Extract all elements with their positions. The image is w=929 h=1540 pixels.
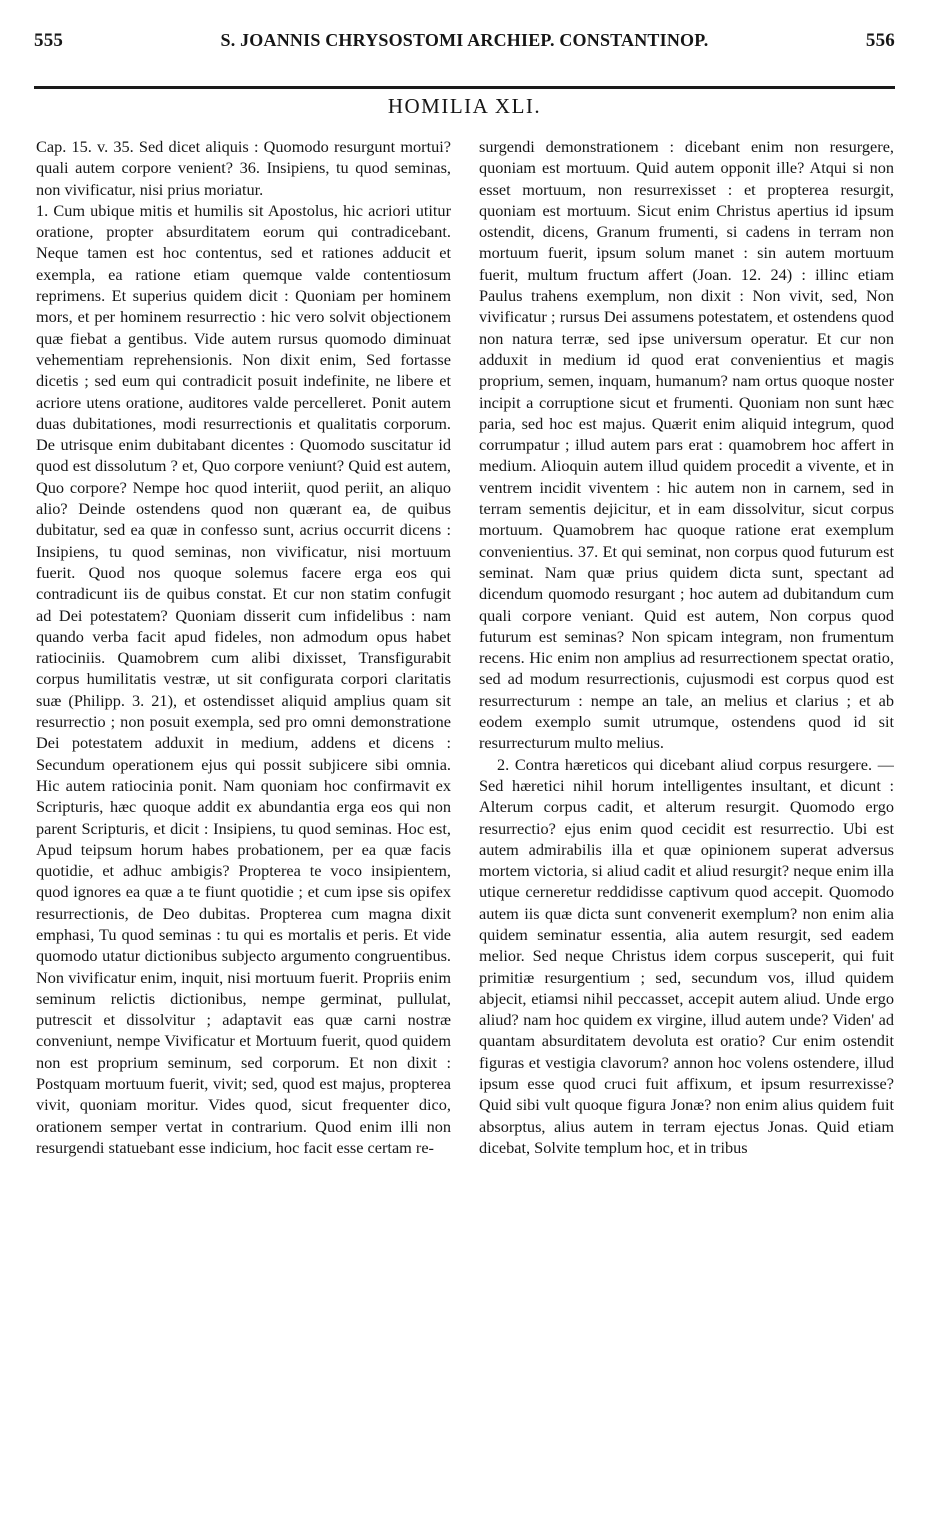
header-rule: [34, 86, 895, 89]
running-title: S. JOANNIS CHRYSOSTOMI ARCHIEP. CONSTANTINOP.: [220, 30, 709, 50]
paragraph: 2. Contra hæreticos qui dicebant aliud corpus resurgere. — Sed hæretici nihil horum intelligentes insultant, et dicunt : Alterum corpus cadit, et alterum resurgit. Quomodo ergo resurrectio? ejus enim quod cecidit est resurrectio. Ubi est autem admirabilis illa et quæ opinionem superat adversus mortem victoria, si aliud cadit et aliud resurgit? neque enim illa utique cerneretur reddidisse captivum quod accepit. Quomodo autem iis quæ dicta sunt convenerit exemplum? non enim alia quidem seminatur essentia, alia autem resurgit, sed eadem melior. Sed neque Christus idem corpus susceperit, qui fuit primitiæ resurgentium ; sed, secundum vos, illud quidem abjecit, etiamsi nihil peccasset, accepit autem aliud. Unde ergo aliud? nam hoc quidem ex virgine, illud autem unde? Viden' ad quantam absurditatem devoluta est oratio? Cur enim ostendit figuras et vestigia clavorum? annon hoc volens ostendere, illud ipsum esse quod cruci fuit affixum, et ipsum resurrexisse? Quid sibi vult quoque figura Jonæ? non enim alius quidem fuit absorptus, alius autem in terram ejectus Jonas. Quid etiam dicebat, Solvite templum hoc, et in tribus: [479, 754, 894, 1157]
running-header: [34, 30, 895, 64]
page-number-left: 555: [34, 30, 64, 51]
right-column: [479, 136, 894, 1456]
homily-title: HOMILIA XLI.: [387, 94, 542, 118]
left-column: [36, 136, 451, 1456]
chapter-verse-heading: Cap. 15. v. 35. Sed dicet aliquis : Quomodo resurgunt mortui? quali autem corpore venient? 36. Insipiens, tu quod seminas, non vivificatur, nisi prius moriatur.: [36, 137, 451, 199]
paragraph-continued: surgendi demonstrationem : dicebant enim non resurgere, quoniam est mortuum. Quid autem opponit ille? Atqui si non esset mortuum, non resurrexisset : et propterea resurgit, quoniam est mortuum. Sicut enim Christus apertius id ipsum ostendit, dicens, Granum frumenti, si cadens in terram non mortuum fuerit, ipsum solum manet : sin autem mortuum fuerit, multum fructum affert (Joan. 12. 24) : illinc etiam Paulus trahens exemplum, non dixit : Non vivit, sed, Non vivificatur ; rursus Dei assumens potestatem, et ostendens quod non natura terræ, sed ipse universum operatur. Et cur non adduxit in medium id quod erat convenientius et magis proprium, semen, inquam, humanum? nam ortus quoque noster incipit a corruptione sicut et frumenti. Quoniam non sunt hæc paria, sed hoc est majus. Quærit enim aliquid integrum, quod corrumpatur ; illud autem pars erat : quamobrem hoc affert in medium. Alioquin autem illud quidem procedit a vivente, et in ventrem incidit viventem : hic autem non in carnem, sed in terram sementis dejicitur, et in eam dissolvitur, sicut corpus mortuum. Quamobrem hac quoque ratione erat exemplum convenientius. 37. Et qui seminat, non corpus quod futurum est seminat. Nam quæ prius quidem dicta sunt, spectant ad dicendum quomodo resurgant ; hoc autem ad dubitandum cum quali corpore veniant. Quid est autem, Non corpus quod futurum est seminas? Non spicam integram, non frumentum recens. Hic enim non amplius ad resurrectionem spectat oratio, sed ad modum resurrectionis, cujusmodi est corpus quod est resurrecturum : nempe an tale, an melius et clarius ; et ab eodem exemplo sumit utrumque, ostendens quod id sit resurrecturum multo melius.: [479, 137, 894, 753]
paragraph: 1. Cum ubique mitis et humilis sit Apostolus, hic acriori utitur oratione, propter absurditatem eorum qui contradicebant. Neque tamen est hoc contentus, sed et rationes adducit et exempla, ea ratione etiam quemque valde contentiosum reprimens. Et superius quidem dicit : Quoniam per hominem mors, et per hominem resurrectio : hic vero solvit objectionem quæ fiebat a gentibus. Vide autem rursus quomodo diminuat vehementiam reprehensionis. Non dixit enim, Sed fortasse dicetis ; sed eum qui contradicit posuit indefinite, ne libere et acriore utens oratione, auditores valde percelleret. Ponit autem duas dubitationes, modi resurrectionis et qualitatis corporum. De utrisque enim dubitabant dicentes : Quomodo suscitatur id quod est dissolutum ? et, Quo corpore veniunt? Quid est autem, Quo corpore? Nempe hoc quod interiit, quod periit, an aliquo alio? Deinde ostendens quod non quærant ea, de quibus dubitatur, sed ea quæ in confesso sunt, acrius occurrit dicens : Insipiens, tu quod seminas, non vivificatur, nisi mortuum fuerit. Quod nos quoque solemus facere erga eos qui contradicunt iis de quibus constat. Et cur non statim confugit ad Dei potestatem? Quoniam disserit cum infidelibus : nam quando verba facit apud fideles, non admodum opus habet ratiociniis. Quamobrem cum alibi dixisset, Transfigurabit corpus humilitatis vestræ, ut sit configurata corpori claritatis suæ (Philipp. 3. 21), et ostendisset aliquid amplius quam sit resurrectio ; non posuit exempla, sed pro omni demonstratione Dei potestatem adduxit in medium, addens et dicens : Secundum operationem ejus qui possit subjicere sibi omnia. Hic autem ratiocinia ponit. Nam quoniam hoc confirmavit ex Scripturis, hæc quoque addit ex abundantia erga eos qui non parent Scripturis, et dicit : Insipiens, tu quod seminas. Hoc est, Apud teipsum horum habes probationem, per ea quæ facis quotidie, et adhuc ambigis? Propterea te voco insipientem, quod ignores ea quæ a te fiunt quotidie ; et cum ipse sis opifex resurrectionis, de Deo dubitas. Propterea cum magna dixit emphasi, Tu quod seminas : tu qui es mortalis et peris. Et vide quomodo utatur dictionibus subjecto argumento congruentibus. Non vivificatur enim, inquit, nisi mortuum fuerit. Propriis enim seminum relictis dictionibus, nempe germinat, pullulat, putrescit et dissolvitur ; adaptavit eas quæ carni nostræ conveniunt, nempe Vivificatur et Mortuum fuerit, quod quidem non est proprium seminum, sed corporum. Et non dixit : Postquam mortuum fuerit, vivit; sed, quod est majus, propterea vivit, quoniam moritur. Vides quod, sicut frequenter dico, orationem semper vertat in contrarium. Quod enim illi non resurgendi statuebant esse indicium, hoc facit esse certam re-: [36, 200, 451, 1157]
page-number-right: 556: [865, 30, 895, 51]
